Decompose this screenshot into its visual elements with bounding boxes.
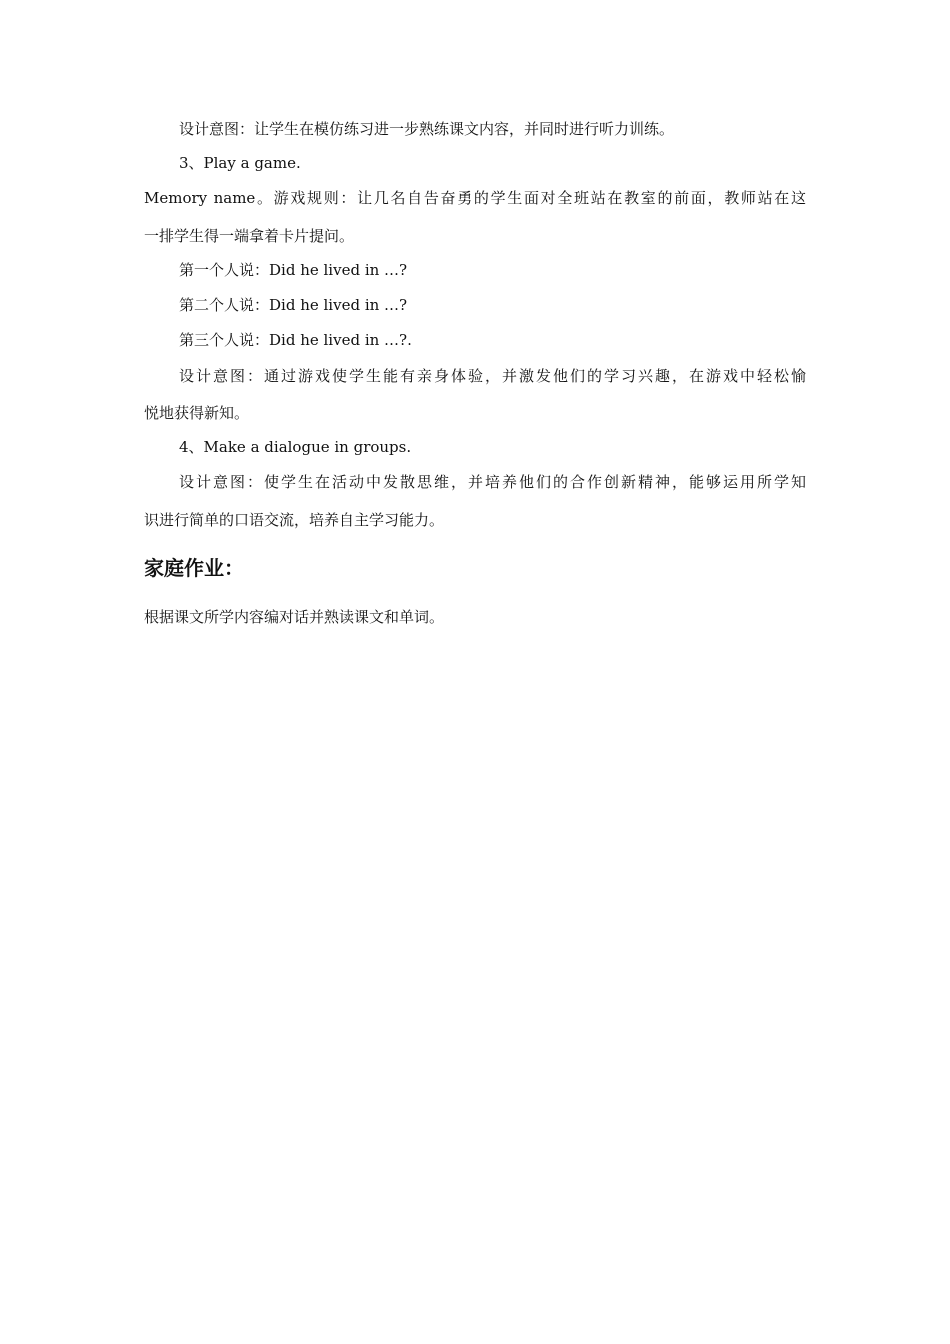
game-rules-line-2: 一排学生得一端拿着卡片提问。 [144, 227, 355, 245]
second-speaker-line: 第二个人说：Did he lived in …? [179, 296, 408, 314]
design-intent-paragraph-3-line-2: 识进行简单的口语交流，培养自主学习能力。 [144, 511, 445, 529]
game-rules-line-1: Memory name。游戏规则：让几名自告奋勇的学生面对全班站在教室的前面，教师站在这 [144, 189, 806, 207]
homework-heading: 家庭作业： [144, 556, 244, 580]
design-intent-paragraph-3-line-1: 设计意图：使学生在活动中发散思维，并培养他们的合作创新精神，能够运用所学知 [179, 473, 806, 491]
first-speaker-line: 第一个人说：Did he lived in …? [179, 261, 408, 279]
step-4-heading: 4、Make a dialogue in groups. [179, 438, 412, 456]
design-intent-paragraph-2-line-1: 设计意图：通过游戏使学生能有亲身体验，并激发他们的学习兴趣，在游戏中轻松愉 [179, 367, 806, 385]
third-speaker-line: 第三个人说：Did he lived in …?. [179, 331, 412, 349]
homework-text: 根据课文所学内容编对话并熟读课文和单词。 [144, 608, 445, 626]
design-intent-paragraph-2-line-2: 悦地获得新知。 [144, 404, 250, 422]
step-3-heading: 3、Play a game. [179, 154, 301, 172]
design-intent-paragraph-1: 设计意图：让学生在模仿练习进一步熟练课文内容，并同时进行听力训练。 [179, 120, 675, 138]
